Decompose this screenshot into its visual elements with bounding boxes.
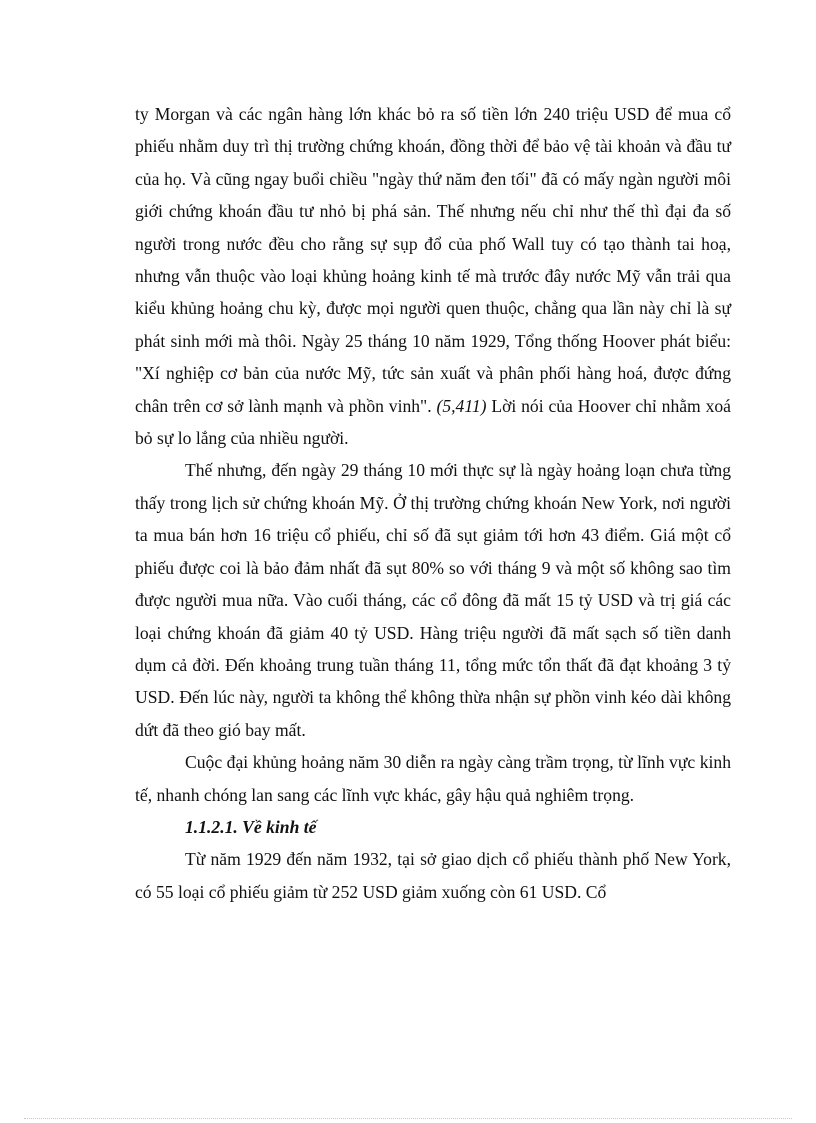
page-bottom-divider <box>24 1118 792 1119</box>
paragraph-1-text: ty Morgan và các ngân hàng lớn khác bỏ ra số tiền lớn 240 triệu USD để mua cổ phiếu nhằm duy trì thị trường chứng khoán, đồng thời để bảo vệ tài khoản và đầu tư của họ. Và cũng ngay buổi chiều "ngày thứ năm đen tối" đã có mấy ngàn người môi giới chứng khoán đầu tư nhỏ bị phá sản. Thế nhưng nếu chỉ như thế thì đại đa số người trong nước đều cho rằng sự sụp đổ của phố Wall tuy có tạo thành tai hoạ, nhưng vẫn thuộc vào loại khủng hoảng kinh tế mà trước đây nước Mỹ vẫn trải qua kiểu khủng hoảng chu kỳ, được mọi người quen thuộc, chẳng qua lần này chỉ là sự phát sinh mới mà thôi. Ngày 25 tháng 10 năm 1929, Tổng thống Hoover phát biểu: "Xí nghiệp cơ bản của nước Mỹ, tức sản xuất và phân phối hàng hoá, được đứng chân trên cơ sở lành mạnh và phồn vinh". <box>135 104 731 416</box>
paragraph-1-continuation: Lời nói của Hoover chỉ nhằm xoá bỏ sự lo lắng của nhiều người. <box>135 395 731 449</box>
citation-reference: (5,411) <box>436 395 487 416</box>
paragraph-3: Cuộc đại khủng hoảng năm 30 diễn ra ngày càng trầm trọng, từ lĩnh vực kinh tế, nhanh chóng lan sang các lĩnh vực khác, gây hậu quả nghiêm trọng. <box>135 752 731 805</box>
paragraph-1 <box>135 98 731 454</box>
section-heading: 1.1.2.1. Về kinh tế <box>185 816 317 837</box>
document-body <box>135 98 731 908</box>
paragraph-2: Thế nhưng, đến ngày 29 tháng 10 mới thực sự là ngày hoảng loạn chưa từng thấy trong lịch sử chứng khoán Mỹ. Ở thị trường chứng khoán New York, nơi người ta mua bán hơn 16 triệu cổ phiếu, chỉ số đã sụt giảm tới hơn 43 điểm. Giá một cổ phiếu được coi là bảo đảm nhất đã sụt 80% so với tháng 9 và một số không sao tìm được người mua nữa. Vào cuối tháng, các cổ đông đã mất 15 tỷ USD và trị giá các loại chứng khoán đã giảm 40 tỷ USD. Hàng triệu người đã mất sạch số tiền danh dụm cả đời. Đến khoảng trung tuần tháng 11, tổng mức tổn thất đã đạt khoảng 3 tỷ USD. Đến lúc này, người ta không thể không thừa nhận sự phồn vinh kéo dài không dứt đã theo gió bay mất. <box>135 460 731 740</box>
paragraph-4: Từ năm 1929 đến năm 1932, tại sở giao dịch cổ phiếu thành phố New York, có 55 loại cổ phiếu giảm từ 252 USD giảm xuống còn 61 USD. Cổ <box>135 849 731 902</box>
